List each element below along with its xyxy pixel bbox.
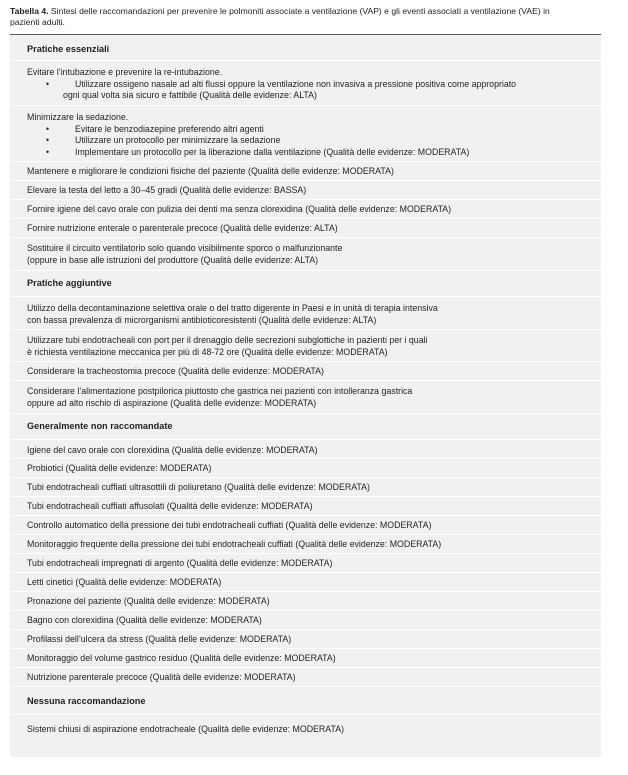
row-text: Letti cinetici (Qualità delle evidenze: MODERATA) bbox=[27, 577, 222, 587]
recommendations-table bbox=[10, 34, 601, 757]
caption-text-line1: Sintesi delle raccomandazioni per prevenire le polmoniti associate a ventilazione (VAP) e gli eventi associati a ventilazione (VAE) in bbox=[48, 6, 550, 16]
table-row-not-recommended-2 bbox=[10, 460, 601, 478]
bullet-item bbox=[27, 79, 593, 91]
bullet-text: Utilizzare un protocollo per minimizzare la sedazione bbox=[75, 135, 281, 146]
table-row-not-recommended-10 bbox=[10, 612, 601, 630]
row-text: Fornire nutrizione enterale o parenterale precoce (Qualità delle evidenze: ALTA) bbox=[27, 223, 338, 233]
table-row-essential-3 bbox=[10, 163, 601, 181]
row-text: (oppure in base alle istruzioni del produttore (Qualità delle evidenze: ALTA) bbox=[27, 254, 319, 265]
section-header-additional bbox=[10, 272, 601, 297]
section-title: Generalmente non raccomandate bbox=[27, 421, 173, 431]
bullet-text: Evitare le benzodiazepine preferendo altri agenti bbox=[75, 123, 264, 134]
row-text: Pronazione del paziente (Qualità delle evidenze: MODERATA) bbox=[27, 596, 270, 606]
bullet-icon: • bbox=[46, 78, 50, 89]
row-text: oppure ad alto rischio di aspirazione (Qualità delle evidenze: MODERATA) bbox=[27, 397, 317, 408]
table-row-additional-4 bbox=[10, 382, 601, 414]
table-row-not-recommended-12 bbox=[10, 650, 601, 668]
row-text: Fornire igiene del cavo orale con pulizia dei denti ma senza clorexidina (Qualità delle evidenze: MODERATA) bbox=[27, 204, 452, 214]
row-text: con bassa prevalenza di microrganismi antibioticoresistenti (Qualità delle evidenze: ALTA) bbox=[27, 314, 377, 325]
table-row-essential-7 bbox=[10, 239, 601, 271]
row-text: Minimizzare la sedazione. bbox=[27, 112, 129, 122]
table-row-not-recommended-6 bbox=[10, 536, 601, 554]
bullet-icon: • bbox=[46, 135, 50, 146]
row-text: Profilassi dell’ulcera da stress (Qualità delle evidenze: MODERATA) bbox=[27, 634, 292, 644]
table-row-not-recommended-9 bbox=[10, 593, 601, 611]
section-title: Pratiche essenziali bbox=[27, 44, 110, 54]
table-row-additional-2 bbox=[10, 331, 601, 362]
row-text: Tubi endotracheali cuffiati ultrasottili di poliuretano (Qualità delle evidenze: MODERATA) bbox=[27, 482, 370, 492]
bullet-item bbox=[27, 147, 593, 159]
section-title: Pratiche aggiuntive bbox=[27, 278, 112, 288]
table-row-not-recommended-8 bbox=[10, 574, 601, 592]
section-header-not-recommended bbox=[10, 415, 601, 440]
caption-text-line2: pazienti adulti. bbox=[10, 17, 65, 27]
bullet-icon: • bbox=[46, 123, 50, 134]
row-text: Igiene del cavo orale con clorexidina (Qualità delle evidenze: MODERATA) bbox=[27, 445, 318, 455]
section-header-essential bbox=[10, 39, 601, 61]
row-text: Sistemi chiusi di aspirazione endotracheale (Qualità delle evidenze: MODERATA) bbox=[27, 724, 344, 734]
row-text: Mantenere e migliorare le condizioni fisiche del paziente (Qualità delle evidenze: MODERATA) bbox=[27, 166, 394, 176]
table-caption bbox=[10, 6, 610, 28]
section-title: Nessuna raccomandazione bbox=[27, 696, 146, 706]
row-text: Monitoraggio frequente della pressione dei tubi endotracheali cuffiati (Qualità delle evidenze: MODERATA) bbox=[27, 539, 442, 549]
bullet-text: Utilizzare ossigeno nasale ad alti flussi oppure la ventilazione non invasiva a pressione positiva come appropriato bbox=[75, 78, 517, 89]
bullet-item bbox=[27, 124, 593, 136]
table-row-essential-1 bbox=[10, 62, 601, 106]
bullet-text: Implementare un protocollo per la liberazione dalla ventilazione (Qualità delle evidenze: MODERATA) bbox=[75, 146, 470, 157]
table-row-not-recommended-1 bbox=[10, 441, 601, 459]
table-row-essential-2 bbox=[10, 107, 601, 162]
row-text: Sostituire il circuito ventilatorio solo quando visibilmente sporco o malfunzionante bbox=[27, 243, 343, 253]
table-row-none-1 bbox=[10, 716, 601, 752]
row-text: Tubi endotracheali impregnati di argento (Qualità delle evidenze: MODERATA) bbox=[27, 558, 333, 568]
bullet-icon: • bbox=[46, 146, 50, 157]
row-text: Utilizzo della decontaminazione selettiva orale o del tratto digerente in Paesi e in unità di terapia intensiva bbox=[27, 303, 438, 313]
row-text: Nutrizione parenterale precoce (Qualità delle evidenze: MODERATA) bbox=[27, 672, 296, 682]
caption-label: Tabella 4. bbox=[10, 6, 49, 16]
row-text: Controllo automatico della pressione dei tubi endotracheali cuffiati (Qualità delle evidenze: MODERATA) bbox=[27, 520, 432, 530]
row-text: Tubi endotracheali cuffiati affusolati (Qualità delle evidenze: MODERATA) bbox=[27, 501, 313, 511]
table-row-not-recommended-4 bbox=[10, 498, 601, 516]
table-row-essential-4 bbox=[10, 182, 601, 200]
table-row-not-recommended-13 bbox=[10, 669, 601, 687]
bullet-text: ogni qual volta sia sicuro e fattibile (Qualità delle evidenze: ALTA) bbox=[63, 90, 317, 101]
bullet-item bbox=[27, 135, 593, 147]
row-text: Considerare l’alimentazione postpilorica piuttosto che gastrica nei pazienti con intolleranza gastrica bbox=[27, 386, 413, 396]
table-row-not-recommended-5 bbox=[10, 517, 601, 535]
table-row-not-recommended-7 bbox=[10, 555, 601, 573]
row-text: Probiotici (Qualità delle evidenze: MODERATA) bbox=[27, 463, 212, 473]
bullet-continuation bbox=[27, 90, 593, 102]
table-row-essential-5 bbox=[10, 201, 601, 219]
row-text: Evitare l’intubazione e prevenire la re-intubazione. bbox=[27, 67, 223, 77]
table-row-not-recommended-3 bbox=[10, 479, 601, 497]
row-text: Monitoraggio del volume gastrico residuo (Qualità delle evidenze: MODERATA) bbox=[27, 653, 336, 663]
table-row-not-recommended-11 bbox=[10, 631, 601, 649]
row-text: Considerare la tracheostomia precoce (Qualità delle evidenze: MODERATA) bbox=[27, 366, 324, 376]
row-text: Bagno con clorexidina (Qualità delle evidenze: MODERATA) bbox=[27, 615, 262, 625]
section-header-none bbox=[10, 688, 601, 715]
row-text: Utilizzare tubi endotracheali con port per il drenaggio delle secrezioni subglottiche in pazienti per i quali bbox=[27, 335, 428, 345]
row-text: è richiesta ventilazione meccanica per più di 48-72 ore (Qualità delle evidenze: MODERATA) bbox=[27, 346, 388, 357]
table-row-additional-1 bbox=[10, 298, 601, 330]
table-row-essential-6 bbox=[10, 220, 601, 238]
row-text: Elevare la testa del letto a 30–45 gradi (Qualità delle evidenze: BASSA) bbox=[27, 185, 307, 195]
table-row-additional-3 bbox=[10, 363, 601, 381]
